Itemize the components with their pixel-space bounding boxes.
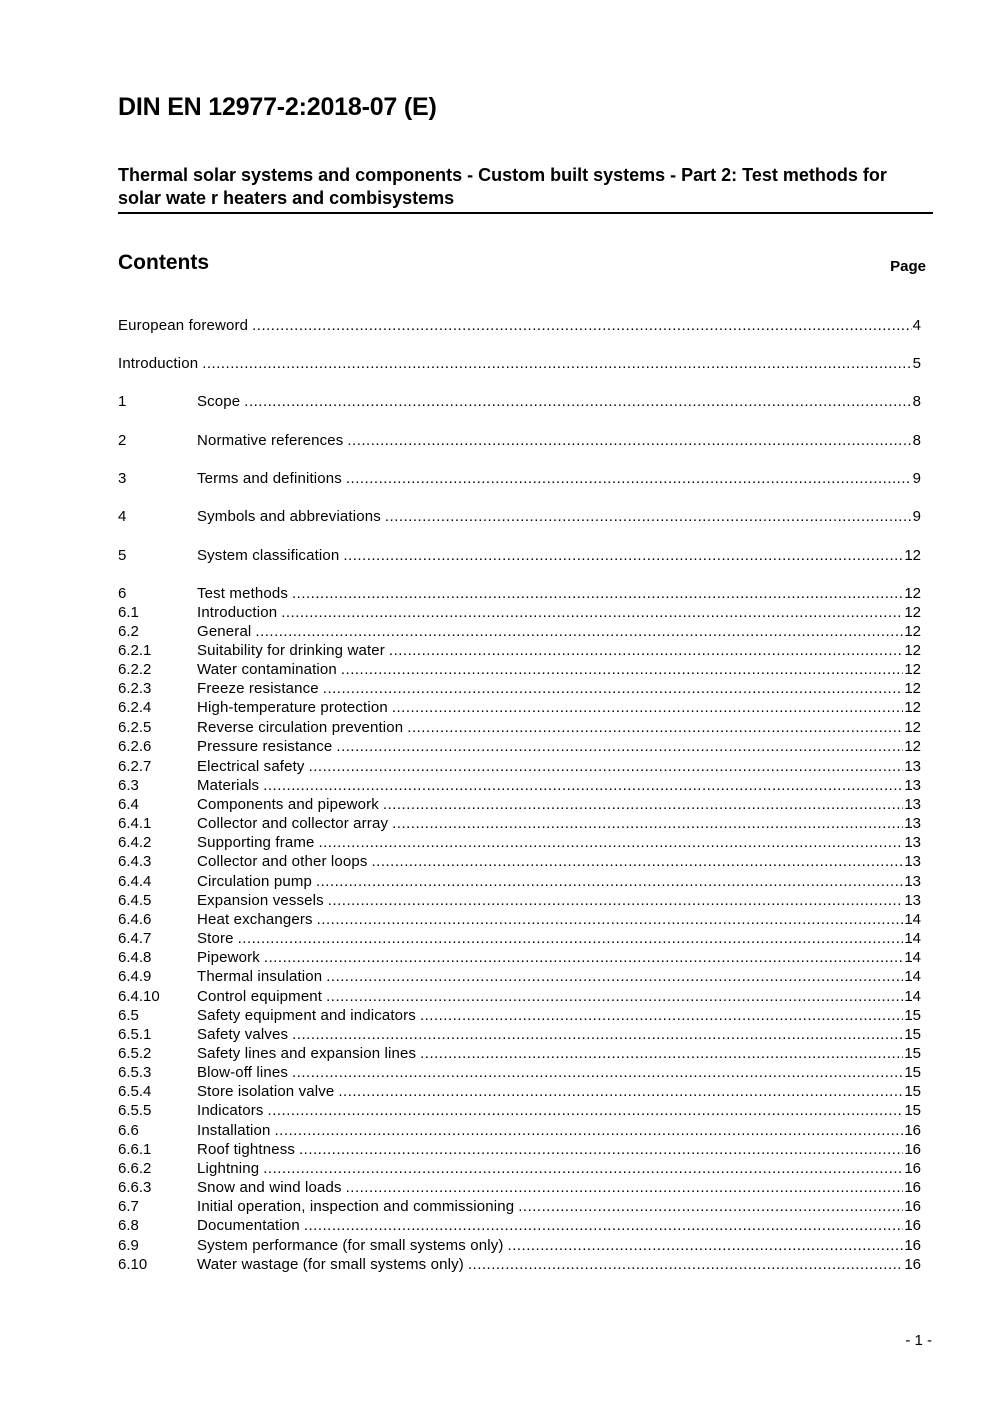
toc-entry-page: 14 [904,930,921,947]
toc-dot-leader [389,641,903,660]
toc-entry-title: Electrical safety [197,758,305,775]
toc-entry-page: 12 [904,547,921,564]
toc-entry-page: 16 [904,1237,921,1254]
toc-entry-number: 3 [118,470,127,487]
toc-dot-leader [255,622,903,641]
toc-entry-number: 6.2.2 [118,661,152,678]
toc-entry-title: Introduction [118,355,199,372]
toc-dot-leader [508,1236,904,1255]
toc-entry-number: 6.5.3 [118,1064,152,1081]
toc-dot-leader [326,987,903,1006]
toc-entry-number: 6.1 [118,604,139,621]
toc-entry[interactable] [118,987,921,1006]
toc-entry-page: 12 [904,604,921,621]
toc-entry[interactable] [118,1063,921,1082]
contents-heading: Contents [118,251,209,274]
toc-entry-page: 13 [904,758,921,775]
document-title: DIN EN 12977-2:2018-07 (E) [118,93,437,121]
toc-entry[interactable] [118,718,921,737]
toc-entry[interactable] [118,584,921,603]
toc-dot-leader [244,392,911,411]
toc-entry[interactable] [118,1159,921,1178]
toc-entry-page: 16 [904,1122,921,1139]
toc-entry-number: 6.6 [118,1122,139,1139]
toc-entry-title: European foreword [118,317,249,334]
toc-entry-title: Store [197,930,234,947]
toc-dot-leader [336,737,903,756]
toc-entry-title: System performance (for small systems only) [197,1237,504,1254]
toc-entry-title: Snow and wind loads [197,1179,342,1196]
toc-entry-number: 6 [118,585,127,602]
toc-entry-page: 16 [904,1179,921,1196]
toc-entry-page: 13 [904,834,921,851]
toc-dot-leader [263,1159,903,1178]
toc-entry-page: 16 [904,1160,921,1177]
document-subtitle: Thermal solar systems and components - Custom built systems - Part 2: Test methods for solar wate r heaters and combisystems [118,164,933,214]
toc-entry-number: 6.4.1 [118,815,152,832]
toc-entry-title: Pipework [197,949,260,966]
toc-entry-page: 15 [904,1102,921,1119]
toc-dot-leader [304,1216,903,1235]
toc-dot-leader [338,1082,903,1101]
toc-entry[interactable] [118,1197,921,1216]
toc-dot-leader [407,718,903,737]
toc-entry-number: 6.5.4 [118,1083,152,1100]
toc-dot-leader [268,1101,904,1120]
toc-dot-leader [392,698,904,717]
toc-entry-page: 14 [904,911,921,928]
toc-entry-number: 5 [118,547,127,564]
toc-entry-page: 12 [904,699,921,716]
toc-dot-leader [202,354,911,373]
toc-entry-number: 6.9 [118,1237,139,1254]
toc-entry[interactable] [118,852,921,871]
toc-dot-leader [372,852,904,871]
toc-entry-number: 6.6.2 [118,1160,152,1177]
toc-entry-title: Symbols and abbreviations [197,508,381,525]
toc-dot-leader [309,757,904,776]
toc-entry-number: 6.2 [118,623,139,640]
toc-entry-page: 8 [912,432,921,449]
toc-entry-number: 6.4.8 [118,949,152,966]
toc-entry[interactable] [118,546,921,565]
toc-entry-number: 6.4.7 [118,930,152,947]
toc-entry[interactable] [118,795,921,814]
toc-entry[interactable] [118,641,921,660]
toc-entry-title: Blow-off lines [197,1064,289,1081]
toc-entry[interactable] [118,1178,921,1197]
page-column-label: Page [890,258,926,275]
toc-entry-number: 6.4 [118,796,139,813]
toc-entry-number: 6.4.4 [118,873,152,890]
toc-entry-page: 8 [912,393,921,410]
toc-entry-page: 13 [904,873,921,890]
toc-entry-page: 13 [904,892,921,909]
toc-entry-page: 14 [904,949,921,966]
toc-entry-number: 6.2.3 [118,680,152,697]
toc-entry-number: 6.4.10 [118,988,160,1005]
toc-entry-page: 12 [904,623,921,640]
toc-dot-leader [326,967,903,986]
toc-entry-title: General [197,623,252,640]
toc-entry-title: Control equipment [197,988,323,1005]
toc-entry-page: 13 [904,815,921,832]
toc-entry-page: 13 [904,853,921,870]
toc-entry[interactable] [118,431,921,450]
toc-entry-page: 9 [912,508,921,525]
toc-entry-page: 15 [904,1007,921,1024]
toc-dot-leader [316,872,903,891]
toc-entry-page: 13 [904,777,921,794]
toc-entry[interactable] [118,1255,921,1274]
toc-entry-title: Initial operation, inspection and commissioning [197,1198,515,1215]
toc-entry-page: 15 [904,1026,921,1043]
toc-entry-number: 6.10 [118,1256,148,1273]
toc-dot-leader [317,910,904,929]
toc-entry[interactable] [118,1121,921,1140]
toc-dot-leader [385,507,912,526]
toc-entry-page: 4 [912,317,921,334]
toc-entry-number: 1 [118,393,127,410]
toc-entry-title: Roof tightness [197,1141,295,1158]
toc-entry-title: Reverse circulation prevention [197,719,404,736]
toc-entry[interactable] [118,872,921,891]
toc-entry-page: 14 [904,988,921,1005]
toc-entry-number: 6.5 [118,1007,139,1024]
toc-entry[interactable] [118,469,921,488]
toc-entry-title: Installation [197,1122,271,1139]
toc-entry[interactable] [118,948,921,967]
toc-entry-number: 6.4.3 [118,853,152,870]
toc-entry-title: System classification [197,547,340,564]
toc-entry-number: 6.5.2 [118,1045,152,1062]
toc-entry[interactable] [118,603,921,622]
toc-entry[interactable] [118,757,921,776]
toc-entry[interactable] [118,814,921,833]
toc-entry-title: Safety lines and expansion lines [197,1045,417,1062]
toc-entry-page: 5 [912,355,921,372]
toc-entry-page: 14 [904,968,921,985]
toc-entry-page: 16 [904,1198,921,1215]
toc-entry[interactable] [118,622,921,641]
toc-entry[interactable] [118,354,921,373]
toc-entry-title: Introduction [197,604,278,621]
toc-entry-number: 6.2.7 [118,758,152,775]
toc-dot-leader [383,795,903,814]
toc-dot-leader [318,833,903,852]
toc-entry-page: 16 [904,1141,921,1158]
toc-dot-leader [323,679,904,698]
toc-entry-number: 6.4.5 [118,892,152,909]
toc-entry[interactable] [118,967,921,986]
toc-dot-leader [347,431,911,450]
toc-entry[interactable] [118,776,921,795]
toc-entry-number: 6.6.3 [118,1179,152,1196]
toc-dot-leader [238,929,904,948]
toc-dot-leader [292,584,903,603]
toc-entry[interactable] [118,1236,921,1255]
toc-entry-title: Lightning [197,1160,260,1177]
toc-entry-title: Circulation pump [197,873,312,890]
toc-entry-number: 6.4.6 [118,911,152,928]
toc-dot-leader [468,1255,903,1274]
toc-entry[interactable] [118,833,921,852]
toc-entry-title: Heat exchangers [197,911,313,928]
toc-entry-number: 6.2.1 [118,642,152,659]
toc-entry[interactable] [118,1216,921,1235]
toc-entry-page: 13 [904,796,921,813]
toc-entry-title: Test methods [197,585,289,602]
toc-dot-leader [252,316,912,335]
toc-entry-page: 12 [904,661,921,678]
toc-entry[interactable] [118,316,921,335]
toc-entry-number: 6.6.1 [118,1141,152,1158]
toc-entry-title: Freeze resistance [197,680,319,697]
toc-entry-number: 6.4.2 [118,834,152,851]
toc-entry-title: Normative references [197,432,344,449]
toc-entry-number: 6.2.5 [118,719,152,736]
toc-dot-leader [328,891,904,910]
toc-entry-title: Safety valves [197,1026,289,1043]
toc-entry-page: 12 [904,719,921,736]
toc-dot-leader [518,1197,903,1216]
toc-entry-title: Suitability for drinking water [197,642,385,659]
toc-entry-number: 6.8 [118,1217,139,1234]
toc-entry-title: Water contamination [197,661,337,678]
toc-entry-title: Collector and other loops [197,853,368,870]
toc-entry-number: 6.3 [118,777,139,794]
toc-entry-number: 6.5.1 [118,1026,152,1043]
toc-entry[interactable] [118,679,921,698]
toc-entry-number: 6.2.4 [118,699,152,716]
toc-entry[interactable] [118,660,921,679]
toc-entry-number: 6.2.6 [118,738,152,755]
toc-entry-page: 15 [904,1064,921,1081]
toc-dot-leader [392,814,903,833]
toc-entry-title: Store isolation valve [197,1083,335,1100]
toc-dot-leader [346,1178,904,1197]
toc-entry-page: 12 [904,642,921,659]
toc-entry-title: Expansion vessels [197,892,324,909]
toc-entry-page: 16 [904,1256,921,1273]
toc-entry-title: Materials [197,777,260,794]
toc-entry[interactable] [118,392,921,411]
toc-entry-title: High-temperature protection [197,699,388,716]
toc-dot-leader [341,660,903,679]
toc-dot-leader [292,1063,903,1082]
toc-entry[interactable] [118,507,921,526]
toc-entry[interactable] [118,737,921,756]
toc-dot-leader [420,1006,903,1025]
toc-entry[interactable] [118,1082,921,1101]
toc-dot-leader [299,1140,903,1159]
toc-entry-page: 12 [904,738,921,755]
toc-entry-title: Supporting frame [197,834,315,851]
toc-dot-leader [343,546,903,565]
toc-entry-page: 12 [904,680,921,697]
toc-dot-leader [275,1121,904,1140]
toc-dot-leader [264,948,903,967]
toc-dot-leader [263,776,903,795]
toc-entry-number: 6.4.9 [118,968,152,985]
toc-entry[interactable] [118,1140,921,1159]
toc-entry-title: Pressure resistance [197,738,333,755]
toc-dot-leader [420,1044,903,1063]
toc-dot-leader [292,1025,903,1044]
toc-entry[interactable] [118,698,921,717]
toc-entry-title: Collector and collector array [197,815,389,832]
toc-entry-title: Scope [197,393,241,410]
toc-dot-leader [281,603,903,622]
toc-entry-title: Terms and definitions [197,470,342,487]
toc-entry[interactable] [118,1101,921,1120]
toc-entry-page: 12 [904,585,921,602]
toc-entry-page: 9 [912,470,921,487]
toc-entry[interactable] [118,1044,921,1063]
toc-entry[interactable] [118,929,921,948]
toc-entry[interactable] [118,910,921,929]
toc-entry-page: 16 [904,1217,921,1234]
toc-entry-page: 15 [904,1045,921,1062]
toc-entry-title: Documentation [197,1217,300,1234]
toc-entry-title: Water wastage (for small systems only) [197,1256,464,1273]
toc-entry-number: 2 [118,432,127,449]
toc-entry-page: 15 [904,1083,921,1100]
toc-dot-leader [346,469,912,488]
toc-entry-number: 6.5.5 [118,1102,152,1119]
toc-entry-number: 6.7 [118,1198,139,1215]
toc-entry-title: Components and pipework [197,796,379,813]
footer-page-number: - 1 - [905,1332,932,1349]
toc-entry[interactable] [118,1025,921,1044]
toc-entry[interactable] [118,891,921,910]
toc-entry[interactable] [118,1006,921,1025]
toc-entry-title: Safety equipment and indicators [197,1007,416,1024]
toc-entry-title: Indicators [197,1102,264,1119]
toc-entry-number: 4 [118,508,127,525]
toc-entry-title: Thermal insulation [197,968,323,985]
